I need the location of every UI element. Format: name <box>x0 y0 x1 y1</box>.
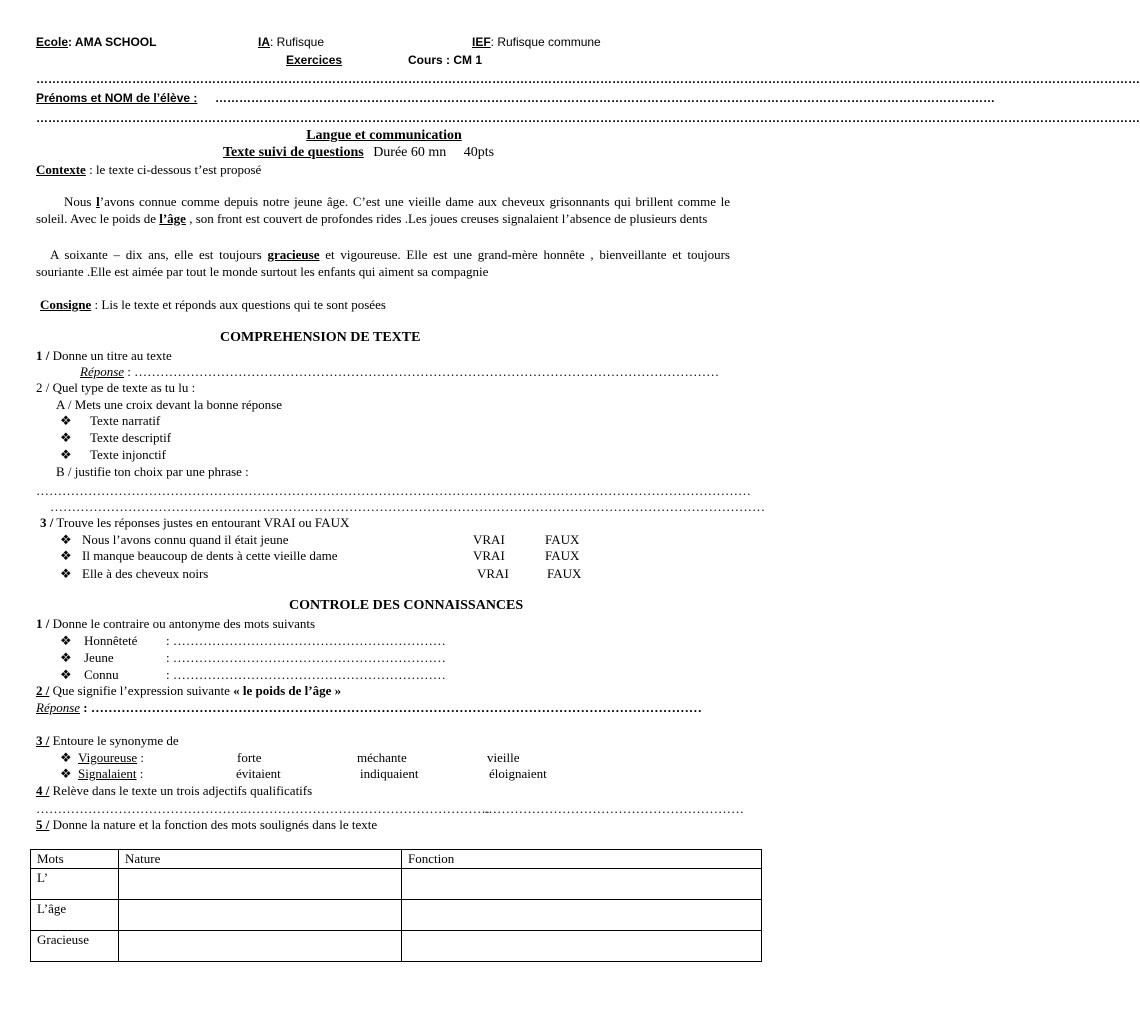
p2-part-b: et vigoureuse. Elle est une grand-mère honnête , bienveillante et toujours souriante .Elle est aimée par tout le monde surtout les enfants qui aiment sa compagnie <box>36 247 730 279</box>
ctrl-q2-reponse-label: Réponse <box>36 700 81 715</box>
passage-paragraph-2 <box>36 247 730 280</box>
ecole-value: : AMA SCHOOL <box>68 35 157 49</box>
comp-q2-text: Quel type de texte as tu lu : <box>49 380 196 395</box>
controle-title: CONTROLE DES CONNAISSANCES <box>289 598 524 613</box>
cours-label: Cours : CM 1 <box>408 53 483 67</box>
comp-q1-number: 1 / <box>36 348 50 363</box>
synonym-2-opt-2[interactable]: indiquaient <box>360 766 419 781</box>
diamond-bullet-icon: ❖ <box>60 430 72 445</box>
ctrl-q5-number: 5 / <box>36 817 50 832</box>
synonym-2-opt-3[interactable]: éloignaient <box>489 766 547 781</box>
synonym-1-opt-2[interactable]: méchante <box>357 750 407 765</box>
diamond-bullet-icon: ❖ <box>60 548 72 563</box>
table-cell-word: L’ <box>31 869 119 900</box>
diamond-bullet-icon: ❖ <box>60 667 72 682</box>
synonym-1-opt-3[interactable]: vieille <box>487 750 520 765</box>
comp-q1-reponse-label: Réponse <box>80 364 125 379</box>
p1-part-a: Nous <box>64 194 97 209</box>
p1-part-c: , son front est couvert de profondes rides .Les joues creuses signalaient l’absence de plusieurs dents <box>185 210 708 226</box>
table-cell-fonction[interactable] <box>402 900 762 931</box>
comp-q2-number: 2 / <box>36 380 50 395</box>
contexte-label: Contexte <box>36 162 86 177</box>
section-title: Langue et communication <box>306 128 462 143</box>
ctrl-q3 <box>36 733 179 749</box>
statement-text: Nous l’avons connu quand il était jeune <box>82 532 289 547</box>
ctrl-q4-dots-3[interactable]: …………………………………………………… <box>484 801 744 816</box>
eleve-label: Prénoms et NOM de l’élève : <box>36 91 198 105</box>
table-cell-nature[interactable] <box>119 900 402 931</box>
table-header-nature: Nature <box>119 850 402 869</box>
underlined-word-l: l <box>96 194 100 209</box>
comp-q1-text: Donne un titre au texte <box>49 348 172 363</box>
eleve-dots: …………………………………………………………………………………………………………………………………………………………………………… <box>215 91 995 105</box>
comp-q1 <box>36 348 172 364</box>
ia-value: : Rufisque <box>270 35 325 49</box>
contexte <box>36 162 261 178</box>
diamond-bullet-icon: ❖ <box>60 650 72 665</box>
diamond-bullet-icon: ❖ <box>60 413 72 428</box>
antonym-2 <box>60 650 446 666</box>
passage-paragraph-1 <box>36 194 730 227</box>
option-injonctif[interactable] <box>60 447 166 463</box>
ia-line <box>258 35 324 49</box>
comp-q2b: B / justifie ton choix par une phrase : <box>56 464 249 479</box>
ctrl-q3-text: Entoure le synonyme de <box>49 733 179 748</box>
table-cell-word: L’âge <box>31 900 119 931</box>
statement-text: Il manque beaucoup de dents à cette vieille dame <box>82 548 338 563</box>
ctrl-q4-number: 4 / <box>36 783 50 798</box>
ief-value: : Rufisque commune <box>490 35 601 49</box>
statement-3-faux[interactable]: FAUX <box>547 566 582 581</box>
ctrl-q2-expression: « le poids de l’âge » <box>233 683 342 698</box>
header-dotted-line-2: …………………………………………………………………………………………………………………………………………………………………………………………………………………………………………………… <box>36 111 1140 125</box>
synonym-1-opt-1[interactable]: forte <box>237 750 262 765</box>
table-cell-nature[interactable] <box>119 931 402 962</box>
ctrl-q4 <box>36 783 312 799</box>
subtitle-label: Texte suivi de questions <box>223 145 364 160</box>
statement-2-vrai[interactable]: VRAI <box>473 548 505 563</box>
school-line <box>36 35 156 49</box>
subtitle-points: 40pts <box>463 145 495 160</box>
comp-q1-answer-dots[interactable]: : ……………………………………………………………………………………………………………………… <box>124 364 720 379</box>
option-label: Texte descriptif <box>90 430 172 445</box>
antonym-answer-dots[interactable]: : ……………………………………………………… <box>166 633 446 648</box>
antonym-word: Jeune <box>84 650 114 665</box>
comp-q2b-dots-1[interactable]: ………………………………………………………………………………………………………………………………………………… <box>36 483 751 498</box>
statement-1-faux[interactable]: FAUX <box>545 532 580 547</box>
table-row <box>31 931 762 962</box>
synonym-2 <box>60 766 143 782</box>
antonym-word: Connu <box>84 667 119 682</box>
synonym-colon: : <box>136 766 144 781</box>
eleve-line <box>36 91 197 105</box>
ctrl-q1-text: Donne le contraire ou antonyme des mots suivants <box>49 616 316 631</box>
synonym-2-opt-1[interactable]: évitaient <box>236 766 281 781</box>
ctrl-q2-answer[interactable] <box>36 700 720 716</box>
consigne-text: : Lis le texte et réponds aux questions qui te sont posées <box>91 297 386 312</box>
antonym-word: Honnêteté <box>84 633 138 648</box>
comp-q3-text: Trouve les réponses justes en entourant VRAI ou FAUX <box>53 515 350 530</box>
ief-label: IEF <box>472 35 491 49</box>
option-label: Texte narratif <box>90 413 161 428</box>
table-header-row <box>31 850 762 869</box>
underlined-word-age: l’âge <box>159 210 186 226</box>
antonym-answer-dots[interactable]: : ……………………………………………………… <box>166 667 446 682</box>
table-cell-nature[interactable] <box>119 869 402 900</box>
diamond-bullet-icon: ❖ <box>60 447 72 462</box>
statement-text: Elle à des cheveux noirs <box>82 566 209 581</box>
consigne-label: Consigne <box>40 297 92 312</box>
statement-3 <box>60 566 208 582</box>
synonym-colon: : <box>137 750 145 765</box>
nature-fonction-table <box>30 849 762 962</box>
ia-label: IA <box>258 35 270 49</box>
comp-q3-number: 3 / <box>40 515 54 530</box>
synonym-word: Signalaient <box>78 766 137 781</box>
synonym-word: Vigoureuse <box>78 750 138 765</box>
ctrl-q2-answer-dots[interactable]: : …………………………………………………………………………………………………………………………… <box>80 700 702 715</box>
subtitle-duration: Durée 60 mn <box>373 145 447 160</box>
table-header-fonction: Fonction <box>402 850 762 869</box>
ctrl-q5 <box>36 817 377 833</box>
table-row <box>31 869 762 900</box>
ecole-label: Ecole <box>36 35 69 49</box>
statement-3-vrai[interactable]: VRAI <box>477 566 509 581</box>
comp-q1-answer[interactable] <box>80 364 720 380</box>
ctrl-q5-text: Donne la nature et la fonction des mots soulignés dans le texte <box>49 817 378 832</box>
option-descriptif[interactable] <box>60 430 171 446</box>
table-row <box>31 900 762 931</box>
exercices-label: Exercices <box>286 53 343 67</box>
statement-2-faux[interactable]: FAUX <box>545 548 580 563</box>
antonym-3 <box>60 667 446 683</box>
antonym-1 <box>60 633 446 649</box>
diamond-bullet-icon: ❖ <box>60 566 72 581</box>
p2-part-a: A soixante – dix ans, elle est toujours <box>50 247 268 262</box>
table-cell-fonction[interactable] <box>402 931 762 962</box>
table-cell-word: Gracieuse <box>31 931 119 962</box>
contexte-text: : le texte ci-dessous t’est proposé <box>85 162 262 177</box>
comp-q2a: A / Mets une croix devant la bonne réponse <box>56 397 282 412</box>
diamond-bullet-icon: ❖ <box>60 766 72 781</box>
p1-part-b: ’avons connue comme depuis notre jeune âge. C’est une vieille dame aux cheveux grisonnants qui brillent comme le soleil. Avec le poids de <box>36 194 731 226</box>
ctrl-q1 <box>36 616 315 632</box>
consigne <box>40 297 386 313</box>
statement-2 <box>60 548 338 564</box>
header-dotted-line: …………………………………………………………………………………………………………………………………………………………………………………………………………………………………………………… <box>36 72 1140 86</box>
ctrl-q4-dots-1[interactable]: ………………………………………… <box>36 801 244 816</box>
diamond-bullet-icon: ❖ <box>60 750 72 765</box>
ctrl-q2 <box>36 683 341 699</box>
comp-q2 <box>36 380 195 396</box>
ctrl-q4-text: Relève dans le texte un trois adjectifs qualificatifs <box>49 783 313 798</box>
ctrl-q3-number: 3 / <box>36 733 50 748</box>
comp-q3 <box>40 515 349 531</box>
statement-1 <box>60 532 289 548</box>
option-label: Texte injonctif <box>90 447 166 462</box>
ctrl-q2-text: Que signifie l’expression suivante <box>49 683 234 698</box>
comp-q2b-dots-2[interactable]: ………………………………………………………………………………………………………………………………………………… <box>50 499 765 514</box>
underlined-word-gracieuse: gracieuse <box>267 247 320 262</box>
ctrl-q1-number: 1 / <box>36 616 50 631</box>
ief-line <box>472 35 601 49</box>
subtitle <box>223 145 494 161</box>
ctrl-q4-dots-2[interactable]: ………………………………………………… <box>243 801 490 816</box>
ctrl-q2-number: 2 / <box>36 683 50 698</box>
table-cell-fonction[interactable] <box>402 869 762 900</box>
antonym-answer-dots[interactable]: : ……………………………………………………… <box>166 650 446 665</box>
synonym-1 <box>60 750 144 766</box>
diamond-bullet-icon: ❖ <box>60 633 72 648</box>
diamond-bullet-icon: ❖ <box>60 532 72 547</box>
table-header-mots: Mots <box>31 850 119 869</box>
option-narratif[interactable] <box>60 413 160 429</box>
statement-1-vrai[interactable]: VRAI <box>473 532 505 547</box>
comprehension-title: COMPREHENSION DE TEXTE <box>220 330 421 345</box>
